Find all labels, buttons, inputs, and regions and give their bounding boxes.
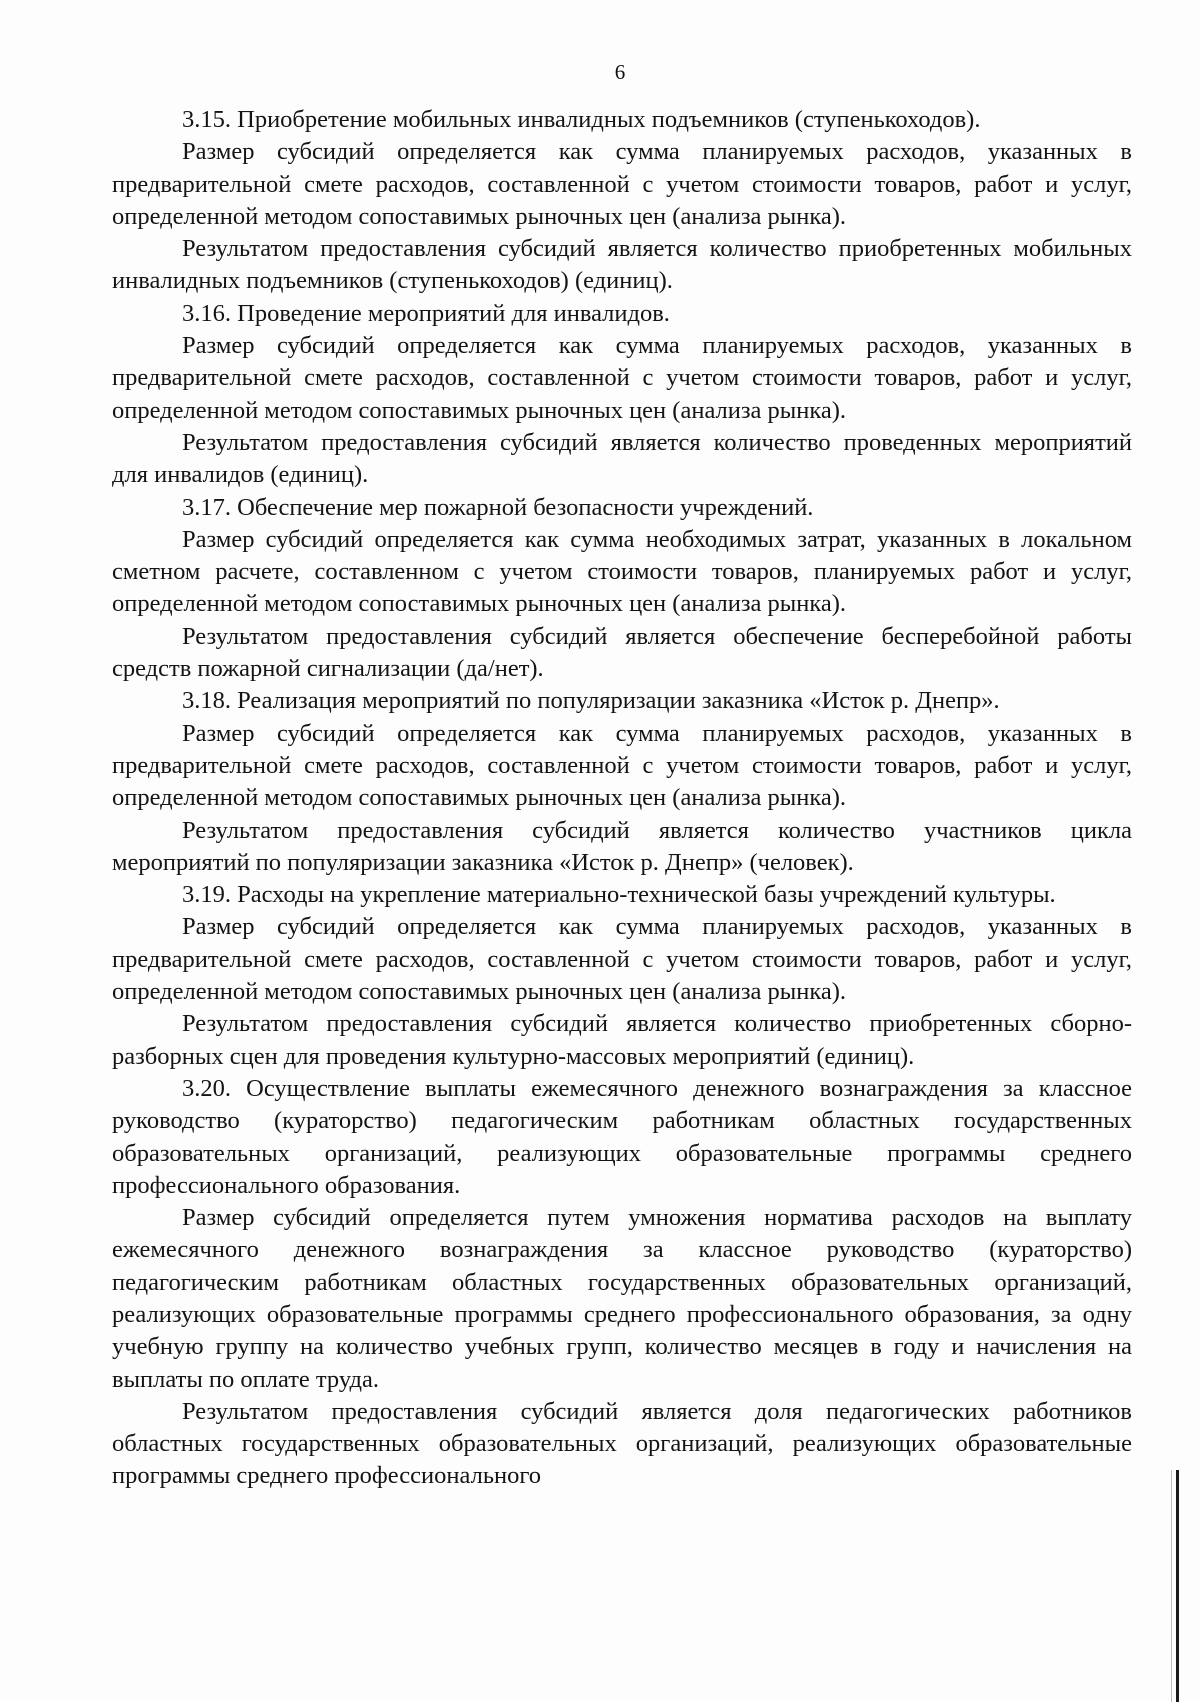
paragraph: Размер субсидий определяется путем умножения норматива расходов на выплату ежемесячного денежного вознаграждения за классное руководство (кураторство) педагогическим работникам областных государственных образовательных организаций, реализующих образовательные программы среднего профессионального образования, за одну учебную группу на количество учебных групп, количество месяцев в году и начисления на выплаты по оплате труда. <box>112 1204 1132 1393</box>
paragraph: Размер субсидий определяется как сумма планируемых расходов, указанных в предварительной смете расходов, составленной с учетом стоимости товаров, работ и услуг, определенной методом сопоставимых рыночных цен (анализа рынка). <box>112 719 1132 812</box>
paragraph: Размер субсидий определяется как сумма планируемых расходов, указанных в предварительной смете расходов, составленной с учетом стоимости товаров, работ и услуг, определенной методом сопоставимых рыночных цен (анализа рынка). <box>112 332 1132 424</box>
page-number: 6 <box>614 60 626 84</box>
paragraph: Результатом предоставления субсидий является количество проведенных мероприятий для инвалидов (единиц). <box>112 428 1132 489</box>
paragraph: Результатом предоставления субсидий является количество участников цикла мероприятий по популяризации заказника «Исток р. Днепр» (человек). <box>112 816 1132 876</box>
section-heading-3-15: 3.15. Приобретение мобильных инвалидных подъемников (ступенькоходов). <box>182 106 981 133</box>
section-heading-3-20: 3.20. Осуществление выплаты ежемесячного денежного вознаграждения за классное руководство (кураторство) педагогическим работникам областных государственных образовательных организаций, реализующих образовательные программы среднего профессионального образования. <box>112 1074 1132 1199</box>
scan-edge-shadow <box>1171 1470 1172 1702</box>
paragraph: Результатом предоставления субсидий является доля педагогических работников областных государственных образовательных организаций, реализующих образовательные программы среднего профессионального <box>112 1397 1132 1490</box>
section-heading-3-16: 3.16. Проведение мероприятий для инвалидов. <box>182 299 670 327</box>
paragraph: Результатом предоставления субсидий является количество приобретенных сборно-разборных сцен для проведения культурно-массовых мероприятий (единиц). <box>112 1010 1132 1070</box>
paragraph: Результатом предоставления субсидий является количество приобретенных мобильных инвалидных подъемников (ступенькоходов) (единиц). <box>112 235 1132 295</box>
scan-edge-line <box>1176 1470 1179 1702</box>
paragraph: Результатом предоставления субсидий является обеспечение бесперебойной работы средств пожарной сигнализации (да/нет). <box>112 622 1132 683</box>
paragraph: Размер субсидий определяется как сумма планируемых расходов, указанных в предварительной смете расходов, составленной с учетом стоимости товаров, работ и услуг, определенной методом сопоставимых рыночных цен (анализа рынка). <box>112 138 1132 230</box>
document-body <box>112 104 1132 1493</box>
section-heading-3-18: 3.18. Реализация мероприятий по популяризации заказника «Исток р. Днепр». <box>182 687 1000 715</box>
paragraph: Размер субсидий определяется как сумма необходимых затрат, указанных в локальном сметном расчете, составленном с учетом стоимости товаров, планируемых работ и услуг, определенной методом сопоставимых рыночных цен (анализа рынка). <box>112 525 1132 618</box>
section-heading-3-17: 3.17. Обеспечение мер пожарной безопасности учреждений. <box>182 493 814 521</box>
paragraph: Размер субсидий определяется как сумма планируемых расходов, указанных в предварительной смете расходов, составленной с учетом стоимости товаров, работ и услуг, определенной методом сопоставимых рыночных цен (анализа рынка). <box>112 913 1132 1006</box>
section-heading-3-19: 3.19. Расходы на укрепление материально-технической базы учреждений культуры. <box>182 881 1056 909</box>
